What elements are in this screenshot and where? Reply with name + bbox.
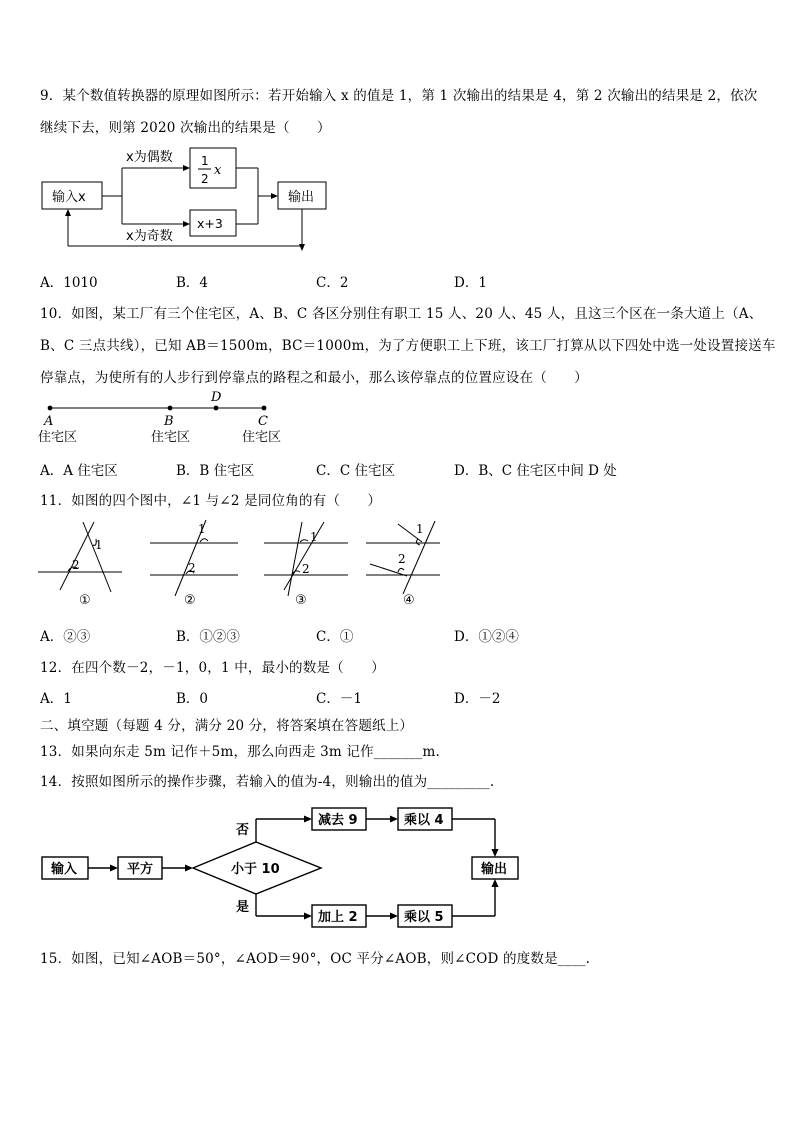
q14-times5-label: 乘以 5: [404, 910, 444, 925]
q11-option-a[interactable]: A．②③: [40, 629, 91, 645]
q14-line1: 14．按照如图所示的操作步骤，若输入的值为-4，则输出的值为_________.: [40, 774, 495, 790]
q10-zone-b: 住宅区: [151, 430, 191, 445]
q10-line1: 10．如图，某工厂有三个住宅区，A、B、C 各区分别住有职工 15 人、20 人、45 人，且这三个区在一条大道上（A、: [40, 306, 763, 322]
q15-line: 15．如图，已知∠AOB＝50°，∠AOD＝90°，OC 平分∠AOB，则∠COD 的度数是____.: [40, 951, 591, 967]
q10-zone-a: 住宅区: [38, 430, 78, 445]
q14-input-label: 输入: [51, 862, 78, 877]
q10-option-a[interactable]: A．A 住宅区: [40, 463, 118, 479]
q11-fig2-label1: 1: [198, 522, 206, 536]
q12-line1: 12．在四个数－2，－1，0，1 中，最小的数是（ ）: [40, 660, 385, 676]
q10-point-d: D: [211, 390, 222, 405]
q9-option-b[interactable]: B．4: [176, 275, 209, 291]
q9-even-label: x为偶数: [126, 150, 173, 165]
q11-fig4-label2: 2: [398, 552, 406, 566]
q9-plus3-label: x+3: [197, 216, 223, 231]
q11-fig2-label2: 2: [188, 561, 196, 575]
q14-plus2-label: 加上 2: [318, 910, 358, 925]
q11-fig4-caption: ④: [403, 593, 415, 608]
q10-line3: 停靠点，为使所有的人步行到停靠点的路程之和最小，那么该停靠点的位置应设在（ ）: [40, 370, 588, 386]
q14-minus9-label: 减去 9: [318, 813, 358, 828]
q9-line1: 9．某个数值转换器的原理如图所示：若开始输入 x 的值是 1，第 1 次输出的结果是 4，第 2 次输出的结果是 2，依次: [40, 88, 758, 104]
q9-option-c[interactable]: C．2: [316, 275, 349, 291]
q12-option-d[interactable]: D．－2: [454, 691, 501, 707]
q9-output-label: 输出: [288, 190, 315, 205]
q10-option-b[interactable]: B．B 住宅区: [176, 463, 255, 479]
q9-line2: 继续下去，则第 2020 次输出的结果是（ ）: [40, 120, 331, 136]
q11-fig2-caption: ②: [184, 593, 196, 608]
q11-fig3-label2: 2: [302, 562, 310, 576]
q9-input-label: 输入x: [52, 190, 86, 205]
q12-option-c[interactable]: C．－1: [316, 691, 362, 707]
q14-times4-label: 乘以 4: [404, 813, 444, 828]
q11-fig1-label1: 1: [95, 538, 103, 552]
q11-option-c[interactable]: C．①: [316, 629, 354, 645]
q12-option-b[interactable]: B．0: [176, 691, 209, 707]
q9-option-d[interactable]: D．1: [454, 275, 487, 291]
q13-line: 13．如果向东走 5m 记作＋5m，那么向西走 3m 记作_______m.: [40, 744, 440, 760]
q11-line1: 11．如图的四个图中，∠1 与∠2 是同位角的有（ ）: [40, 493, 382, 509]
q10-point-c: C: [258, 414, 268, 429]
q10-line2: B、C 三点共线），已知 AB＝1500m，BC＝1000m，为了方便职工上下班，该工厂打算从以下四处中选一处设置接送车: [40, 338, 776, 354]
q9-odd-label: x为奇数: [126, 229, 173, 244]
q11-fig1-label2: 2: [72, 558, 80, 572]
q14-yes-label: 是: [236, 900, 250, 915]
q10-zone-c: 住宅区: [242, 430, 282, 445]
q11-fig3-caption: ③: [295, 593, 307, 608]
q10-point-b: B: [164, 414, 174, 429]
q9-half-var: x: [214, 163, 222, 178]
q11-fig3-label1: 1: [310, 530, 318, 544]
q11-fig1-caption: ①: [79, 593, 91, 608]
q10-point-a: A: [44, 414, 54, 429]
q10-option-d[interactable]: D．B、C 住宅区中间 D 处: [454, 463, 617, 479]
q14-square-label: 平方: [127, 862, 154, 877]
q11-option-b[interactable]: B．①②③: [176, 629, 240, 645]
q9-option-a[interactable]: A．1010: [40, 275, 98, 291]
q9-half-den: 2: [201, 172, 209, 186]
q10-option-c[interactable]: C．C 住宅区: [316, 463, 395, 479]
q12-option-a[interactable]: A．1: [40, 691, 72, 707]
section2-heading: 二、填空题（每题 4 分，满分 20 分，将答案填在答题纸上）: [40, 718, 414, 734]
q11-option-d[interactable]: D．①②④: [454, 629, 519, 645]
q14-condition-label: 小于 10: [231, 862, 280, 877]
q14-no-label: 否: [236, 823, 250, 838]
q11-fig4-label1: 1: [416, 522, 424, 536]
q14-output-label: 输出: [481, 862, 508, 877]
q9-half-num: 1: [201, 154, 209, 168]
